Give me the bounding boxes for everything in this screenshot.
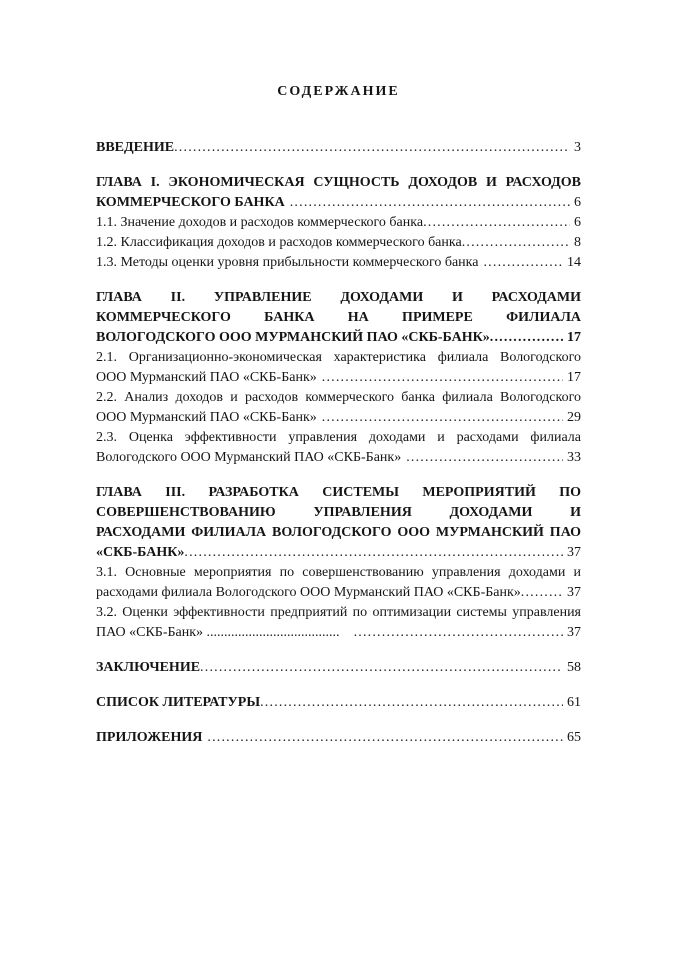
toc-entry-chapter-1-line xyxy=(96,173,581,193)
toc-entry-2-1-line xyxy=(96,348,581,368)
toc-entry-2-3-line xyxy=(96,428,581,448)
toc-entry-label: 2.2. Анализ доходов и расходов коммерческого банка филиала Вологодского xyxy=(96,390,581,405)
toc-entry-label: ВВЕДЕНИЕ xyxy=(96,140,175,155)
toc-entry-appendices xyxy=(96,728,581,748)
toc-entry-2-3 xyxy=(96,448,581,468)
toc-entry-label: ГЛАВА I. ЭКОНОМИЧЕСКАЯ СУЩНОСТЬ ДОХОДОВ И РАСХОДОВ xyxy=(96,175,581,190)
toc-page-number: 6 xyxy=(574,215,581,230)
toc-entry-label: 1.1. Значение доходов и расходов коммерческого банка xyxy=(96,215,424,230)
toc-group-appendices xyxy=(96,728,581,748)
toc-group-conclusion xyxy=(96,658,581,678)
dot-leader xyxy=(406,448,563,468)
toc-group-chapter-1 xyxy=(96,173,581,273)
dot-leader xyxy=(207,728,563,748)
toc-entry-label: ГЛАВА III. РАЗРАБОТКА СИСТЕМЫ МЕРОПРИЯТИЙ ПО xyxy=(96,485,581,500)
toc-entry-conclusion xyxy=(96,658,581,678)
toc-page-number: 37 xyxy=(567,545,581,560)
dot-leader xyxy=(260,693,563,713)
toc-entry-label: 1.3. Методы оценки уровня прибыльности коммерческого банка xyxy=(96,255,479,270)
toc-group-bibliography xyxy=(96,693,581,713)
toc-page-number: 37 xyxy=(567,585,581,600)
dot-leader xyxy=(462,233,570,253)
dot-leader xyxy=(483,253,563,273)
toc-entry-label: 2.1. Организационно-экономическая характеристика филиала Вологодского xyxy=(96,350,581,365)
toc-entry-label: 2.3. Оценка эффективности управления доходами и расходами филиала xyxy=(96,430,581,445)
toc-page-number: 17 xyxy=(567,330,581,345)
toc-entry-label: СОВЕРШЕНСТВОВАНИЮ УПРАВЛЕНИЯ ДОХОДАМИ И xyxy=(96,505,581,520)
toc-entry-label: «СКБ-БАНК» xyxy=(96,545,185,560)
toc-entry-chapter-3-line xyxy=(96,503,581,523)
dot-leader xyxy=(290,193,570,213)
toc-entry-introduction xyxy=(96,138,581,158)
toc-entry-3-1-line xyxy=(96,563,581,583)
toc-entry-label: ООО Мурманский ПАО «СКБ-Банк» xyxy=(96,370,317,385)
toc-page-number: 58 xyxy=(567,660,581,675)
toc-page-number: 14 xyxy=(567,255,581,270)
toc-entry-label: ПРИЛОЖЕНИЯ xyxy=(96,730,203,745)
toc-entry-3-2-line xyxy=(96,603,581,623)
table-of-contents xyxy=(96,138,581,748)
toc-entry-label: ООО Мурманский ПАО «СКБ-Банк» xyxy=(96,410,317,425)
dot-leader xyxy=(490,328,563,348)
toc-entry-label: ПАО «СКБ-Банк» ...................................... xyxy=(96,625,340,640)
toc-entry-label: СПИСОК ЛИТЕРАТУРЫ xyxy=(96,695,261,710)
toc-entry-label: 1.2. Классификация доходов и расходов коммерческого банка xyxy=(96,235,462,250)
toc-entry-label: РАСХОДАМИ ФИЛИАЛА ВОЛОГОДСКОГО ООО МУРМАНСКИЙ ПАО xyxy=(96,525,581,540)
toc-entry-label: ВОЛОГОДСКОГО ООО МУРМАНСКИЙ ПАО «СКБ-БАНК» xyxy=(96,330,490,345)
dot-leader xyxy=(200,658,563,678)
toc-entry-2-2 xyxy=(96,408,581,428)
toc-page-number: 17 xyxy=(567,370,581,385)
toc-entry-label: 3.1. Основные мероприятия по совершенствованию управления доходами и xyxy=(96,565,581,580)
toc-group-chapter-3 xyxy=(96,483,581,643)
toc-entry-3-2 xyxy=(96,623,581,643)
toc-entry-chapter-2-line xyxy=(96,288,581,308)
toc-page-number: 29 xyxy=(567,410,581,425)
toc-entry-label: КОММЕРЧЕСКОГО БАНКА НА ПРИМЕРЕ ФИЛИАЛА xyxy=(96,310,581,325)
toc-group-chapter-2 xyxy=(96,288,581,468)
toc-entry-label: ГЛАВА II. УПРАВЛЕНИЕ ДОХОДАМИ И РАСХОДАМИ xyxy=(96,290,581,305)
toc-entry-1-2 xyxy=(96,233,581,253)
toc-entry-chapter-2 xyxy=(96,328,581,348)
dot-leader xyxy=(322,408,563,428)
toc-page-number: 33 xyxy=(567,450,581,465)
toc-entry-label: КОММЕРЧЕСКОГО БАНКА xyxy=(96,195,285,210)
toc-entry-1-1 xyxy=(96,213,581,233)
dot-leader xyxy=(174,138,570,158)
toc-entry-2-1 xyxy=(96,368,581,388)
toc-entry-label: расходами филиала Вологодского ООО Мурманский ПАО «СКБ-Банк» xyxy=(96,585,521,600)
toc-page-number: 37 xyxy=(567,625,581,640)
dot-leader xyxy=(184,543,563,563)
toc-page-number: 61 xyxy=(567,695,581,710)
toc-entry-bibliography xyxy=(96,693,581,713)
toc-page-number: 8 xyxy=(574,235,581,250)
toc-entry-label: ЗАКЛЮЧЕНИЕ xyxy=(96,660,201,675)
toc-entry-label: 3.2. Оценки эффективности предприятий по оптимизации системы управления xyxy=(96,605,581,620)
dot-leader xyxy=(521,583,563,603)
toc-entry-chapter-1 xyxy=(96,193,581,213)
toc-page-number: 6 xyxy=(574,195,581,210)
toc-entry-2-2-line xyxy=(96,388,581,408)
toc-entry-chapter-3 xyxy=(96,543,581,563)
toc-page-number: 3 xyxy=(574,140,581,155)
toc-entry-1-3 xyxy=(96,253,581,273)
toc-entry-chapter-3-line xyxy=(96,523,581,543)
dot-leader xyxy=(423,213,570,233)
page-title: СОДЕРЖАНИЕ xyxy=(277,84,400,99)
toc-page-number: 65 xyxy=(567,730,581,745)
toc-group-introduction xyxy=(96,138,581,158)
toc-entry-chapter-3-line xyxy=(96,483,581,503)
toc-entry-chapter-2-line xyxy=(96,308,581,328)
toc-entry-label: Вологодского ООО Мурманский ПАО «СКБ-Банк» xyxy=(96,450,402,465)
toc-entry-3-1 xyxy=(96,583,581,603)
dot-leader xyxy=(354,623,563,643)
dot-leader xyxy=(322,368,563,388)
